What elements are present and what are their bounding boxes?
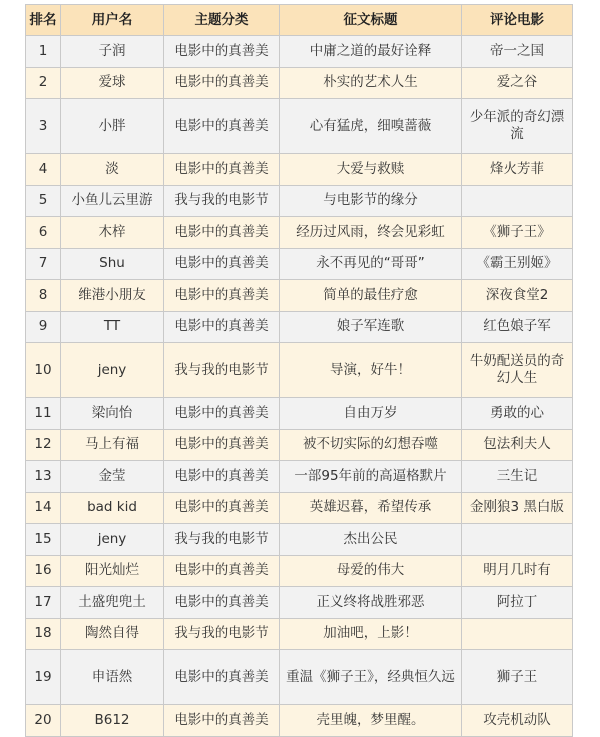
table-row (26, 311, 573, 343)
category-cell: 电影中的真善美 (164, 650, 280, 705)
username-cell: 爱球 (61, 67, 164, 99)
rank-cell: 16 (26, 555, 61, 587)
category-cell: 我与我的电影节 (164, 343, 280, 398)
movie-cell: 牛奶配送员的奇幻人生 (462, 343, 573, 398)
username-cell: jeny (61, 524, 164, 556)
category-cell: 我与我的电影节 (164, 524, 280, 556)
movie-cell: 深夜食堂2 (462, 280, 573, 312)
movie-cell (462, 524, 573, 556)
table-row (26, 154, 573, 186)
category-cell: 电影中的真善美 (164, 36, 280, 68)
rank-cell: 19 (26, 650, 61, 705)
rank-cell: 9 (26, 311, 61, 343)
movie-cell: 金刚狼3 黑白版 (462, 492, 573, 524)
movie-cell: 明月几时有 (462, 555, 573, 587)
movie-cell: 帝一之国 (462, 36, 573, 68)
movie-cell (462, 618, 573, 650)
movie-cell: 《狮子王》 (462, 217, 573, 249)
movie-cell: 红色娘子军 (462, 311, 573, 343)
essay-title-cell: 简单的最佳疗愈 (280, 280, 462, 312)
category-cell: 电影中的真善美 (164, 461, 280, 493)
table-row (26, 555, 573, 587)
rank-cell: 15 (26, 524, 61, 556)
movie-cell (462, 185, 573, 217)
table-row (26, 618, 573, 650)
rank-cell: 8 (26, 280, 61, 312)
table-row (26, 217, 573, 249)
category-cell: 电影中的真善美 (164, 67, 280, 99)
table-row (26, 524, 573, 556)
rank-cell: 20 (26, 705, 61, 737)
table-row (26, 705, 573, 737)
category-cell: 电影中的真善美 (164, 248, 280, 280)
rank-cell: 1 (26, 36, 61, 68)
essay-title-cell: 大爱与救赎 (280, 154, 462, 186)
rank-cell: 14 (26, 492, 61, 524)
table-row (26, 343, 573, 398)
category-cell: 电影中的真善美 (164, 217, 280, 249)
essay-title-cell: 心有猛虎，细嗅蔷薇 (280, 99, 462, 154)
username-cell: 金莹 (61, 461, 164, 493)
table-row (26, 36, 573, 68)
ranking-table (25, 4, 573, 737)
essay-title-cell: 被不切实际的幻想吞噬 (280, 429, 462, 461)
username-cell: 木梓 (61, 217, 164, 249)
movie-cell: 包法利夫人 (462, 429, 573, 461)
rank-cell: 5 (26, 185, 61, 217)
category-cell: 电影中的真善美 (164, 555, 280, 587)
username-cell: 申语然 (61, 650, 164, 705)
category-cell: 电影中的真善美 (164, 99, 280, 154)
table-row (26, 99, 573, 154)
rank-cell: 18 (26, 618, 61, 650)
category-cell: 我与我的电影节 (164, 185, 280, 217)
table-row (26, 492, 573, 524)
header-movie: 评论电影 (462, 5, 573, 36)
table-body (26, 36, 573, 737)
movie-cell: 烽火芳菲 (462, 154, 573, 186)
category-cell: 我与我的电影节 (164, 618, 280, 650)
category-cell: 电影中的真善美 (164, 311, 280, 343)
category-cell: 电影中的真善美 (164, 154, 280, 186)
username-cell: 小鱼儿云里游 (61, 185, 164, 217)
table-row (26, 248, 573, 280)
rank-cell: 4 (26, 154, 61, 186)
essay-title-cell: 导演，好牛！ (280, 343, 462, 398)
essay-title-cell: 杰出公民 (280, 524, 462, 556)
rank-cell: 13 (26, 461, 61, 493)
essay-title-cell: 娘子军连歌 (280, 311, 462, 343)
category-cell: 电影中的真善美 (164, 429, 280, 461)
movie-cell: 攻壳机动队 (462, 705, 573, 737)
table-row (26, 185, 573, 217)
essay-title-cell: 一部95年前的高逼格默片 (280, 461, 462, 493)
movie-cell: 狮子王 (462, 650, 573, 705)
essay-title-cell: 经历过风雨，终会见彩虹 (280, 217, 462, 249)
category-cell: 电影中的真善美 (164, 398, 280, 430)
table-row (26, 461, 573, 493)
essay-title-cell: 英雄迟暮，希望传承 (280, 492, 462, 524)
username-cell: 马上有福 (61, 429, 164, 461)
table-row (26, 429, 573, 461)
essay-title-cell: 与电影节的缘分 (280, 185, 462, 217)
username-cell: 陶然自得 (61, 618, 164, 650)
rank-cell: 2 (26, 67, 61, 99)
header-essay-title: 征文标题 (280, 5, 462, 36)
rank-cell: 10 (26, 343, 61, 398)
essay-title-cell: 永不再见的“哥哥” (280, 248, 462, 280)
username-cell: 小胖 (61, 99, 164, 154)
rank-cell: 17 (26, 587, 61, 619)
rank-cell: 6 (26, 217, 61, 249)
rank-cell: 12 (26, 429, 61, 461)
header-username: 用户名 (61, 5, 164, 36)
movie-cell: 阿拉丁 (462, 587, 573, 619)
category-cell: 电影中的真善美 (164, 587, 280, 619)
username-cell: 子润 (61, 36, 164, 68)
username-cell: bad kid (61, 492, 164, 524)
username-cell: TT (61, 311, 164, 343)
category-cell: 电影中的真善美 (164, 492, 280, 524)
table-row (26, 280, 573, 312)
table-row (26, 587, 573, 619)
header-rank: 排名 (26, 5, 61, 36)
table-row (26, 650, 573, 705)
username-cell: 梁向怡 (61, 398, 164, 430)
essay-title-cell: 加油吧，上影！ (280, 618, 462, 650)
essay-title-cell: 朴实的艺术人生 (280, 67, 462, 99)
rank-cell: 3 (26, 99, 61, 154)
username-cell: Shu (61, 248, 164, 280)
header-row (26, 5, 573, 36)
username-cell: 土盛兜兜土 (61, 587, 164, 619)
movie-cell: 爱之谷 (462, 67, 573, 99)
essay-title-cell: 母爱的伟大 (280, 555, 462, 587)
movie-cell: 少年派的奇幻漂流 (462, 99, 573, 154)
category-cell: 电影中的真善美 (164, 280, 280, 312)
movie-cell: 《霸王别姬》 (462, 248, 573, 280)
username-cell: 维港小朋友 (61, 280, 164, 312)
category-cell: 电影中的真善美 (164, 705, 280, 737)
essay-title-cell: 壳里魄，梦里醒。 (280, 705, 462, 737)
username-cell: 淡 (61, 154, 164, 186)
movie-cell: 三生记 (462, 461, 573, 493)
table-row (26, 398, 573, 430)
essay-title-cell: 正义终将战胜邪恶 (280, 587, 462, 619)
essay-title-cell: 自由万岁 (280, 398, 462, 430)
essay-title-cell: 中庸之道的最好诠释 (280, 36, 462, 68)
table-header (26, 5, 573, 36)
rank-cell: 7 (26, 248, 61, 280)
essay-title-cell: 重温《狮子王》，经典恒久远 (280, 650, 462, 705)
rank-cell: 11 (26, 398, 61, 430)
username-cell: jeny (61, 343, 164, 398)
username-cell: 阳光灿烂 (61, 555, 164, 587)
header-category: 主题分类 (164, 5, 280, 36)
table-row (26, 67, 573, 99)
movie-cell: 勇敢的心 (462, 398, 573, 430)
username-cell: B612 (61, 705, 164, 737)
